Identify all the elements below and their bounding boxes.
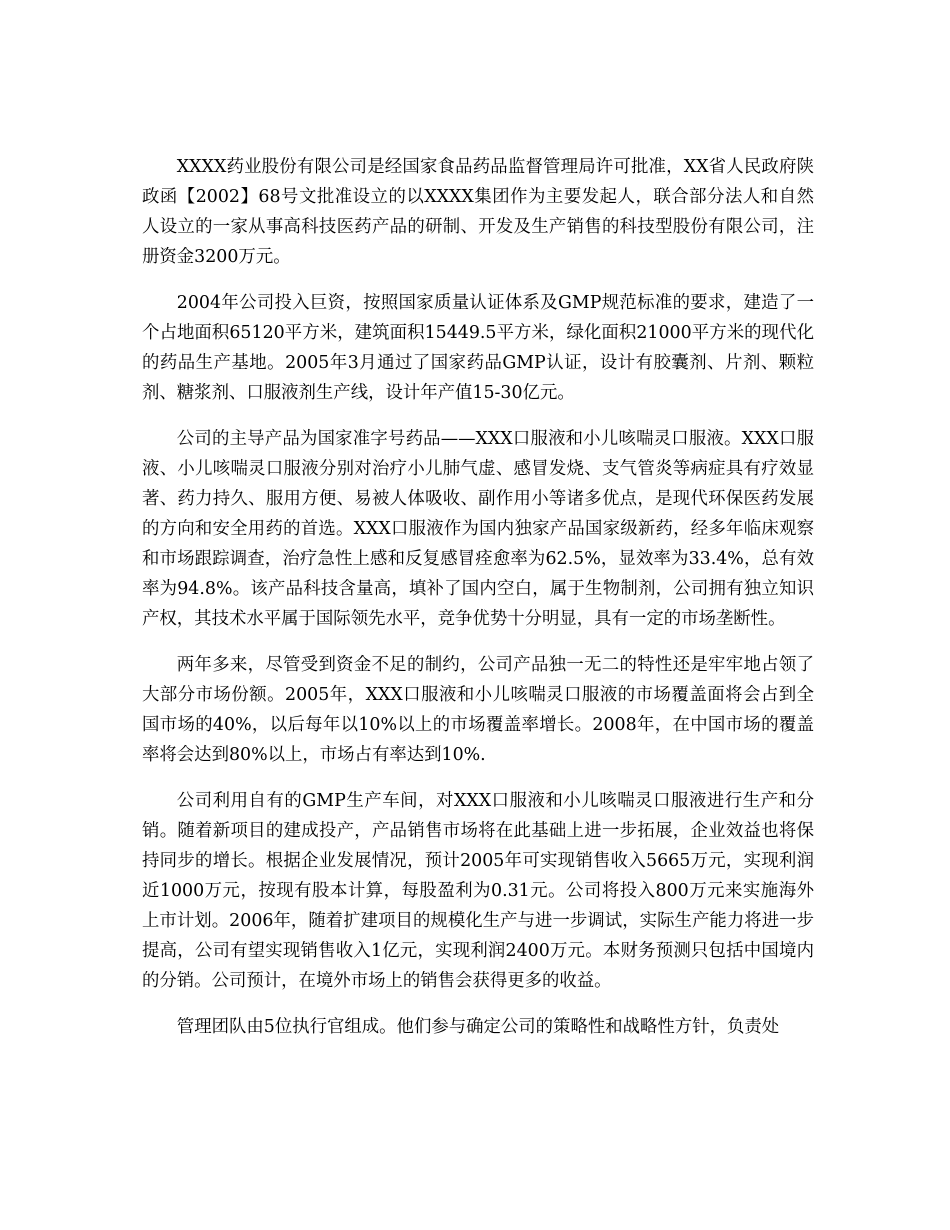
paragraph-management-team: 管理团队由5位执行官组成。他们参与确定公司的策略性和战略性方针，负责处 [176,1017,780,1037]
paragraph-production-base: 2004年公司投入巨资，按照国家质量认证体系及GMP规范标准的要求，建造了一个占地面积65120平方米，建筑面积15449.5平方米，绿化面积21000平方米的现代化的药品生产基地。2005年3月通过了国家药品GMP认证，设计有胶囊剂、片剂、颗粒剂、糖浆剂、口服液剂生产线，设计年产值15-30亿元。 [142,293,814,403]
document-body [142,152,814,1058]
paragraph-main-products: 公司的主导产品为国家准字号药品——XXX口服液和小儿咳喘灵口服液。XXX口服液、小儿咳喘灵口服液分别对治疗小儿肺气虚、感冒发烧、支气管炎等病症具有疗效显著、药力持久、服用方便、易被人体吸收、副作用小等诸多优点，是现代环保医药发展的方向和安全用药的首选。XXX口服液作为国内独家产品国家级新药，经多年临床观察和市场跟踪调查，治疗急性上感和反复感冒痊愈率为62.5%，显效率为33.4%，总有效率为94.8%。该产品科技含量高，填补了国内空白，属于生物制剂，公司拥有独立知识产权，其技术水平属于国际领先水平，竞争优势十分明显，具有一定的市场垄断性。 [142,429,814,629]
paragraph-company-intro: XXXX药业股份有限公司是经国家食品药品监督管理局许可批准，XX省人民政府陕政函【2002】68号文批准设立的以XXXX集团作为主要发起人，联合部分法人和自然人设立的一家从事高科技医药产品的研制、开发及生产销售的科技型股份有限公司，注册资金3200万元。 [142,157,814,267]
paragraph-financial-forecast: 公司利用自有的GMP生产车间，对XXX口服液和小儿咳喘灵口服液进行生产和分销。随着新项目的建成投产，产品销售市场将在此基础上进一步拓展，企业效益也将保持同步的增长。根据企业发展情况，预计2005年可实现销售收入5665万元，实现利润近1000万元，按现有股本计算，每股盈利为0.31元。公司将投入800万元来实施海外上市计划。2006年，随着扩建项目的规模化生产与进一步调试，实际生产能力将进一步提高，公司有望实现销售收入1亿元，实现利润2400万元。本财务预测只包括中国境内的分销。公司预计，在境外市场上的销售会获得更多的收益。 [142,791,814,991]
paragraph-market-share: 两年多来，尽管受到资金不足的制约，公司产品独一无二的特性还是牢牢地占领了大部分市场份额。2005年，XXX口服液和小儿咳喘灵口服液的市场覆盖面将会占到全国市场的40%，以后每年以10%以上的市场覆盖率增长。2008年，在中国市场的覆盖率将会达到80%以上，市场占有率达到10%. [142,655,814,765]
